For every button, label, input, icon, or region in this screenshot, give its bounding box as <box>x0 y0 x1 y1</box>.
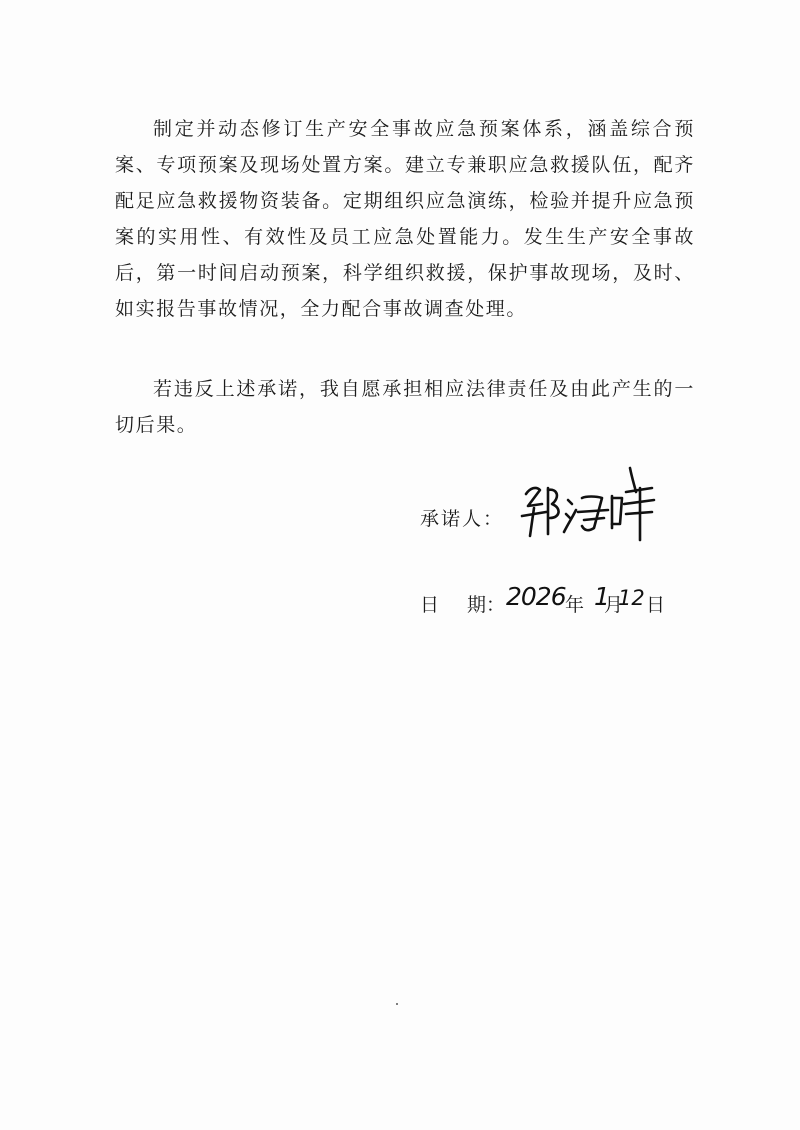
date-label-period-char: 期： <box>467 594 506 616</box>
date-label <box>420 590 505 617</box>
body-paragraph-liability: 若违反上述承诺，我自愿承担相应法律责任及由此产生的一切后果。 <box>115 378 695 436</box>
signer-label: 承诺人： <box>420 508 505 530</box>
date-label-day-char: 日 <box>420 594 440 616</box>
year-unit: 年 <box>565 594 585 616</box>
handwritten-month: 1 <box>594 582 610 611</box>
month-unit: 月 <box>604 594 624 616</box>
day-unit: 日 <box>646 594 666 616</box>
handwritten-signature <box>512 458 662 548</box>
handwritten-day: 12 <box>618 586 645 610</box>
body-paragraph-emergency: 制定并动态修订生产安全事故应急预案体系，涵盖综合预案、专项预案及现场处置方案。建立专兼职应急救援队伍，配齐配足应急救援物资装备。定期组织应急演练，检验并提升应急预案的实用性、有效性及员工应急处置能力。发生生产安全事故后，第一时间启动预案，科学组织救援，保护事故现场，及时、如实报告事故情况，全力配合事故调查处理。 <box>115 118 695 320</box>
handwritten-year: 2026 <box>506 582 566 611</box>
scan-speck <box>396 1003 398 1005</box>
